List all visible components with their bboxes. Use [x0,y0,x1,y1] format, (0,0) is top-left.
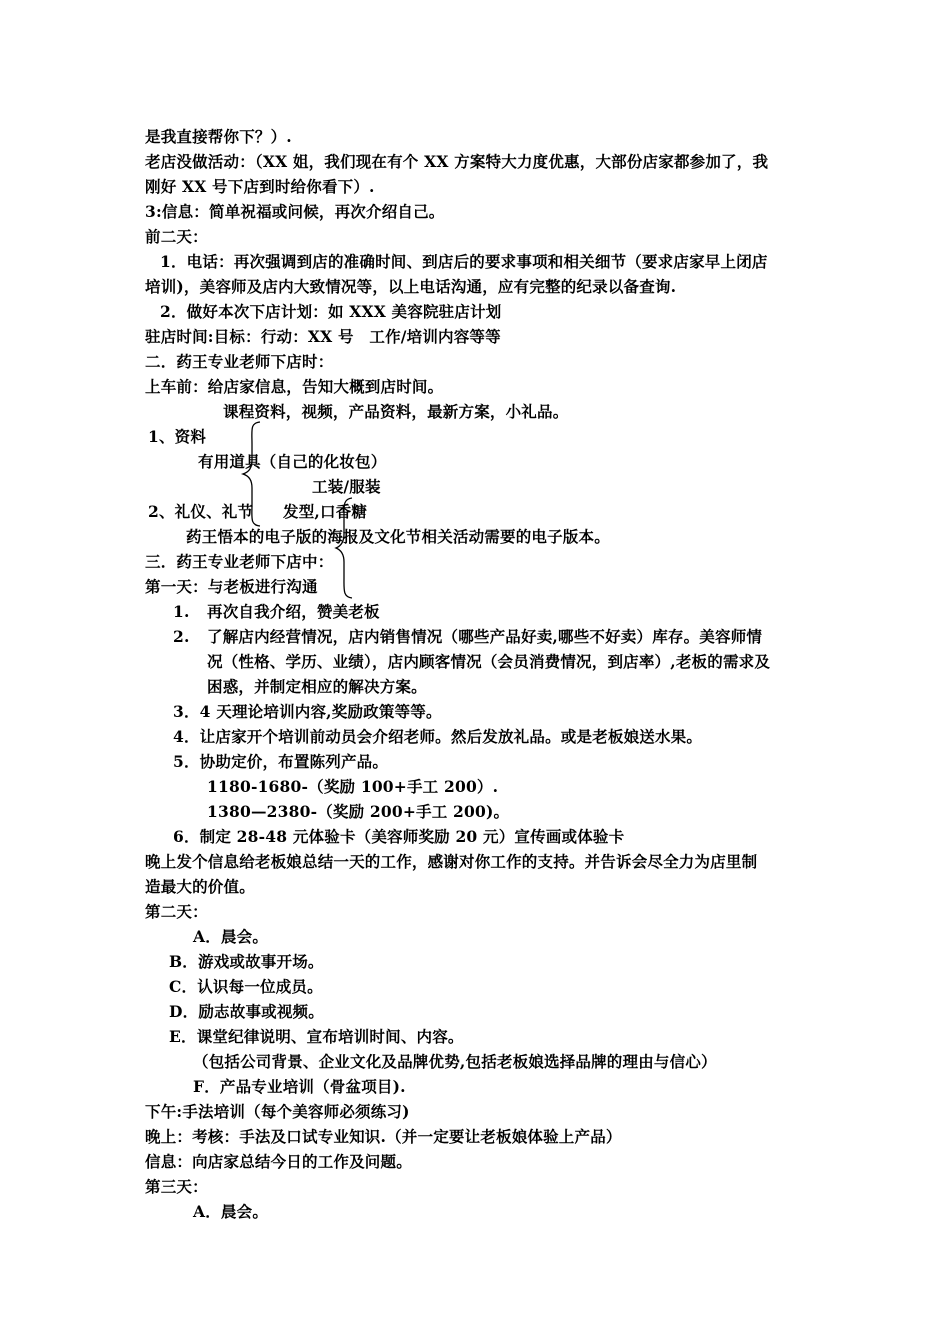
text-line: 是我直接帮你下？）. [145,127,292,146]
text-line: 5．协助定价，布置陈列产品。 [173,752,389,771]
text-line: 4．让店家开个培训前动员会介绍老师。然后发放礼品。或是老板娘送水果。 [173,727,703,746]
list-number: 1. [173,602,190,621]
text-line: 第二天： [145,902,208,921]
text-line: 3:信息：简单祝福或问候，再次介绍自己。 [145,202,445,221]
text-line: 再次自我介绍，赞美老板 [207,602,380,621]
text-line: 信息：向店家总结今日的工作及问题。 [145,1152,412,1171]
text-line: 驻店时间:目标：行动：XX 号 工作/培训内容等等 [145,327,501,346]
left-brace-icon [333,496,355,600]
text-line: 造最大的价值。 [145,877,255,896]
text-line: 上车前：给店家信息，告知大概到店时间。 [145,377,444,396]
text-line: 第三天： [145,1177,208,1196]
text-line: 有用道具（自己的化妆包） [198,452,387,471]
text-line: 工装/服装 [312,477,381,496]
text-line: 发型,口香糖 [283,502,368,521]
text-line: 1180-1680-（奖励 100+手工 200）. [207,777,499,796]
text-line: 1．电话：再次强调到店的准确时间、到店后的要求事项和相关细节（要求店家早上闭店 [160,252,768,271]
list-number: 2. [173,627,190,646]
text-line: 6．制定 28-48 元体验卡（美容师奖励 20 元）宣传画或体验卡 [173,827,625,846]
text-line: 药王悟本的电子版的海报及文化节相关活动需要的电子版本。 [186,527,610,546]
text-line: 2、礼仪、礼节 [148,502,254,521]
text-line: C．认识每一位成员。 [169,977,323,996]
text-line: 老店没做活动：（XX 姐，我们现在有个 XX 方案特大力度优惠，大部份店家都参加了，我 [145,152,769,171]
text-line: 2．做好本次下店计划：如 XXX 美容院驻店计划 [160,302,502,321]
text-line: 1380—2380-（奖励 200+手工 200)。 [207,802,510,821]
text-line: 二．药王专业老师下店时： [145,352,334,371]
text-line: 3．4 天理论培训内容,奖励政策等等。 [173,702,442,721]
left-brace-icon [240,420,264,528]
text-line: 1、资料 [148,427,207,446]
text-line: 刚好 XX 号下店到时给你看下）. [145,177,375,196]
text-line: （包括公司背景、企业文化及品牌优势,包括老板娘选择品牌的理由与信心） [193,1052,717,1071]
text-line: 课程资料，视频，产品资料，最新方案，小礼品。 [223,402,569,421]
text-line: 况（性格、学历、业绩），店内顾客情况（会员消费情况，到店率）,老板的需求及 [207,652,771,671]
text-line: 前二天： [145,227,208,246]
text-line: D．励志故事或视频。 [169,1002,324,1021]
text-line: 下午:手法培训（每个美容师必须练习) [145,1102,410,1121]
text-line: A．晨会。 [193,1202,269,1221]
text-line: E．课堂纪律说明、宣布培训时间、内容。 [169,1027,464,1046]
text-line: F．产品专业培训（骨盆项目). [193,1077,406,1096]
text-line: 三．药王专业老师下店中： [145,552,334,571]
text-line: A．晨会。 [193,927,269,946]
text-line: B．游戏或故事开场。 [169,952,324,971]
text-line: 培训)，美容师及店内大致情况等，以上电话沟通，应有完整的纪录以备查询. [145,277,677,296]
text-line: 晚上：考核：手法及口试专业知识.（并一定要让老板娘体验上产品） [145,1127,622,1146]
text-line: 困惑，并制定相应的解决方案。 [207,677,427,696]
text-line: 了解店内经营情况，店内销售情况（哪些产品好卖,哪些不好卖）库存。美容师情 [207,627,763,646]
text-line: 晚上发个信息给老板娘总结一天的工作，感谢对你工作的支持。并告诉会尽全力为店里制 [145,852,758,871]
text-line: 第一天：与老板进行沟通 [145,577,318,596]
